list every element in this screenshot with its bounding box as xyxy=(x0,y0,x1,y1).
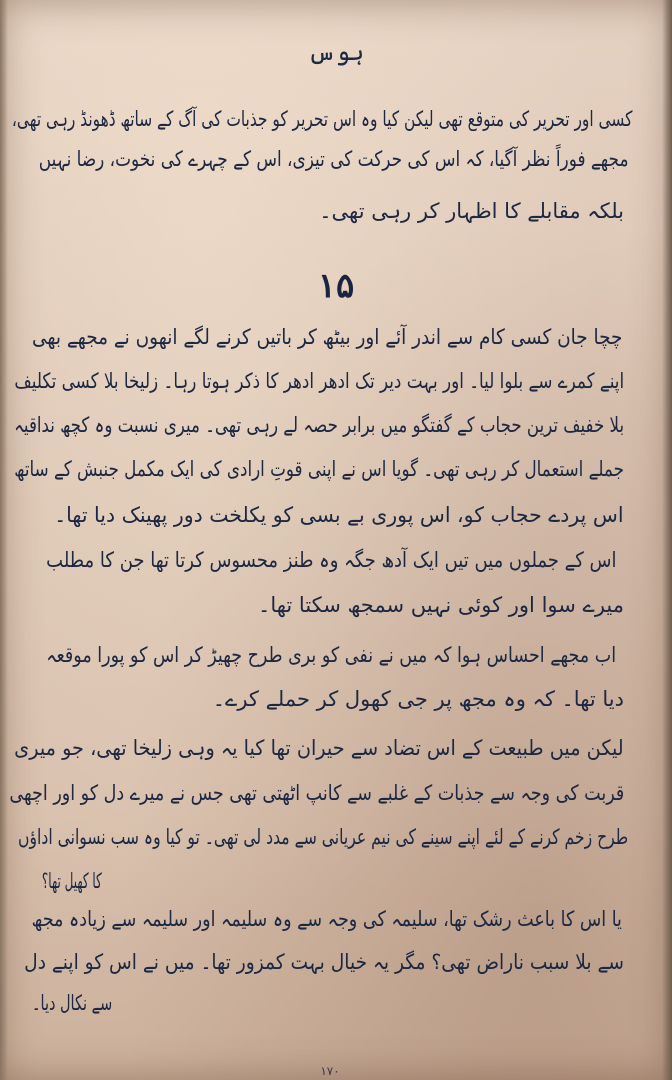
text-line: سے بلا سبب ناراض تھی؟ مگر یہ خیال بہت کمزور تھا۔ میں نے اس کو اپنے دل xyxy=(24,950,624,974)
text-line: طرح زخم کرنے کے لئے اپنے سینے کی نیم عریانی سے مدد لی تھی۔ تو کیا وہ سب نسوانی اداؤں xyxy=(17,825,628,849)
text-line: بلکہ مقابلے کا اظہار کر رہی تھی۔ xyxy=(319,199,624,223)
page-number: ۱۷۰ xyxy=(320,1064,340,1078)
chapter-number: ۱۵ xyxy=(317,266,355,306)
text-line: دیا تھا۔ کہ وہ مجھ پر جی کھول کر حملے کرے۔ xyxy=(212,687,624,711)
text-line: اس کے جملوں میں تیں ایک آدھ جگہ وہ طنز محسوس کرتا تھا جن کا مطلب xyxy=(45,548,616,572)
text-line: چچا جان کسی کام سے اندر آئے اور بیٹھ کر باتیں کرنے لگے انھوں نے مجھے بھی xyxy=(31,325,622,349)
text-line: سے نکال دیا۔ xyxy=(31,991,112,1015)
text-line: بلا خفیف ترین حجاب کے گفتگو میں برابر حصہ لے رہی تھی۔ میری نسبت وہ کچھ نداقیہ xyxy=(14,413,624,437)
text-line: یا اس کا باعث رشک تھا، سلیمہ کی وجہ سے وہ سلیمہ اور سلیمہ سے زیادہ مجھ xyxy=(31,907,622,931)
text-line: اپنے کمرے سے بلوا لیا۔ اور بہت دیر تک ادھر ادھر کا ذکر ہوتا رہا۔ زلیخا بلا کسی تکلیف xyxy=(14,369,624,393)
text-line: کسی اور تحریر کی متوقع تھی لیکن کیا وہ اس تحریر کو جذبات کی آگ کے ساتھ ڈھونڈ رہی تھی، xyxy=(11,107,632,131)
text-line: اب مجھے احساس ہوا کہ میں نے نفی کو بری طرح چھیڑ کر اس کو پورا موقعہ xyxy=(46,643,616,667)
page-edge-right xyxy=(662,0,672,1080)
running-header: ہوس xyxy=(307,38,365,66)
text-line: جملے استعمال کر رہی تھی۔ گویا اس نے اپنی قوتِ ارادی کی ایک مکمل جنبش کے ساتھ xyxy=(14,457,624,481)
text-line: مجھے فوراً نظر آگیا، کہ اس کی حرکت کی تیزی، اس کے چہرے کی نخوت، رضا نہیں xyxy=(38,147,628,171)
text-line: میرے سوا اور کوئی نہیں سمجھ سکتا تھا۔ xyxy=(258,593,624,617)
text-line: قربت کی وجہ سے جذبات کے غلبے سے کانپ اٹھتی تھی جس نے میرے دل کو اور اچھی xyxy=(9,781,624,805)
text-line: کا کھیل تھا؟ xyxy=(42,869,102,893)
page-edge-left xyxy=(0,0,8,1080)
text-line: اس پردے حجاب کو، اس پوری بے بسی کو یکلخت دور پھینک دیا تھا۔ xyxy=(54,503,624,527)
text-line: لیکن میں طبیعت کے اس تضاد سے حیران تھا کیا یہ وہی زلیخا تھی، جو میری xyxy=(14,736,624,760)
